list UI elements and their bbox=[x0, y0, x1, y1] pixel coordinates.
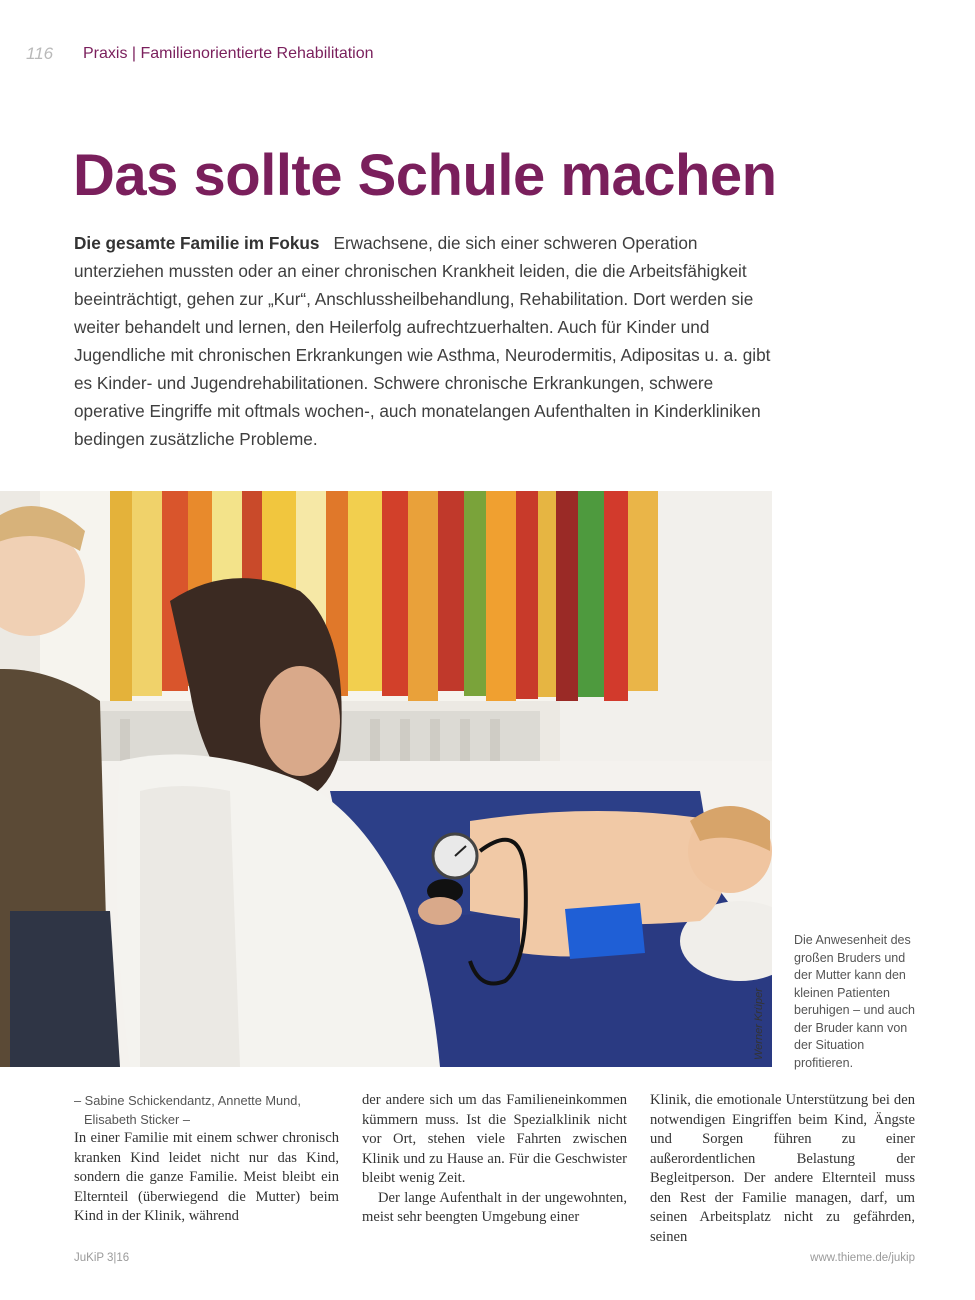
column-2-paragraph-1: der andere sich um das Familieneinkommen kümmern muss. Ist die Spezialklinik nicht vor Ort, stehen viele Fahrten zwischen Klinik und zu Hause an. Für die Geschwister bleibt wenig Zeit. bbox=[362, 1092, 627, 1186]
intro-paragraph bbox=[74, 229, 774, 453]
article-photo bbox=[0, 491, 772, 1067]
column-2-paragraph-2: Der lange Aufenthalt in der ungewohnten, meist sehr beengten Umgebung einer bbox=[362, 1189, 627, 1225]
photo-credit: Werner Krüper bbox=[753, 988, 765, 1060]
column-2 bbox=[362, 1091, 627, 1228]
running-head: Praxis | Familienorientierte Rehabilitation bbox=[83, 45, 374, 62]
column-1-text: In einer Familie mit einem schwer chronisch kranken Kind leidet nicht nur das Kind, sondern die ganze Familie. Meist bleibt ein Elternteil (überwiegend die Mutter) beim Kind in der Klinik, während bbox=[74, 1130, 339, 1224]
intro-lead: Die gesamte Familie im Fokus bbox=[74, 233, 320, 253]
footer-url[interactable]: www.thieme.de/jukip bbox=[810, 1252, 915, 1264]
authors bbox=[74, 1091, 339, 1129]
page-number: 116 bbox=[26, 44, 54, 63]
column-3-text: Klinik, die emotionale Unterstützung bei den notwendigen Eingriffen beim Kind, Ängste und Sorgen führen zu einer außerordentlichen Belastung der Begleitperson. Der andere Elternteil muss den Rest der Familie managen, darf, um seinen Arbeitsplatz nicht zu gefährden, seinen bbox=[650, 1092, 915, 1245]
intro-text: Erwachsene, die sich einer schweren Operation unterziehen mussten oder an einer chronischen Krankheit leiden, die die Arbeitsfähigkeit beeinträchtigt, gehen zur „Kur“, Anschlussheilbehandlung, Rehabilitation. Dort werden sie weiter behandelt und lernen, den Heilerfolg aufrechtzuerhalten. Auch für Kinder und Jugendliche mit chronischen Erkrankungen wie Asthma, Neurodermitis, Adipositas u. a. gibt es Kinder- und Jugendrehabilitationen. Schwere chronische Erkrankungen, schwere operative Eingriffe mit oftmals wochen-, auch monatelangen Aufenthalten in Kinderkliniken bedingen zusätzliche Probleme. bbox=[74, 233, 771, 449]
article-title: Das sollte Schule machen bbox=[73, 143, 777, 208]
authors-line-2: Elisabeth Sticker – bbox=[84, 1112, 190, 1127]
authors-line-1: – Sabine Schickendantz, Annette Mund, bbox=[74, 1093, 301, 1108]
photo-caption: Die Anwesenheit des großen Bruders und der Mutter kann den kleinen Patienten beruhigen – und auch der Bruder kann von der Situation profitieren. bbox=[794, 933, 915, 1070]
footer-journal: JuKiP 3|16 bbox=[74, 1252, 130, 1264]
column-1 bbox=[74, 1091, 339, 1227]
column-3 bbox=[650, 1091, 915, 1247]
